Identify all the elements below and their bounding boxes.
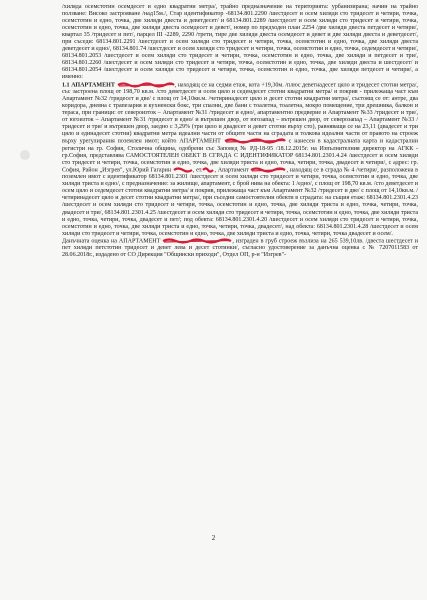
redaction-mark <box>250 167 286 173</box>
paragraph-land-description: /хиляда осемстотин осемдесет и едно квадратни метра/, трайно предназначение на територията: урбанизирана; начин на трайно ползване: Високо застрояване /над15м./, Стар идентификатор -68134.801.2290 /шестдесет и осем хиляди сто тридесет и четири, точка, осемстотин и едно, точка, две хиляди двеста и деветдесет/ и 68134.801.2289 /шестдесет и осем хиляди сто тридесет и четири, точка, осемстотин и едно, точка, две хиляди двеста осемдесет и девет/, номер по предходен план 2254 /две хиляди двеста петдесет и четири/, квартал 35 /тридесет и пет/, парцел III -2289, 2290 /трети, тире две хиляди двеста осемдесет и девет и две хиляди двеста и деветдесет/, при съседи: 68134.801.2291 /шестдесет и осем хиляди сто тридесет и четири, точка, осемстотин и едно, точка, две хиляди двеста деветдесет и едно/, 68134.801.74 /шестдесет и осем хиляди сто тридесет и четири, точка, осемстотин и едно, точка, седемдесет и четири/, 68134.801.2053 /шестдесет и осем хиляди сто тридесет и четири, точка, осемстотин и едно, точка, две хиляди и петдесет и три/, 68134.801.2260 /шестдесет и осем хиляди сто тридесет и четири, точка, осемстотин и едно, точка, две хиляди двеста и шестдесет/ и 68134.801.2054 /шестдесет и осем хиляди сто тридесет и четири, точка, осемстотин и едно, точка, две хиляди петдесет и четири/, а именно: <box>62 4 418 81</box>
scan-hole-mark <box>20 150 30 160</box>
page-number: 2 <box>211 534 216 542</box>
paragraph-tax-valuation: Данъчната оценка на АПАРТАМЕНТ , изграден в груб строеж възлиза на 265 539,10лв. /двеста шестдесет и пет хиляди петстотин тридесет и девет лева и десет стотинки/, съгласно удостоверение за данъчна оценка с № 7207011583 от 28.06.2018г., издадено от СО Дирекция "Общински приходи", Отдел ОП, р-н "Изгрев"- <box>62 238 418 259</box>
redaction-mark <box>117 82 175 88</box>
document-body <box>62 4 418 259</box>
redaction-mark <box>224 138 286 144</box>
redaction-mark <box>162 238 232 244</box>
redaction-mark <box>173 167 193 173</box>
apartment-heading: 1.1 АПАРТАМЕНТ <box>62 81 117 88</box>
redaction-mark <box>202 167 214 173</box>
paragraph-apartment-description: 1.1 АПАРТАМЕНТ , находящ се на седми етаж, кота +19,30м. /плюс деветнадесет цяло и тридесет стотни метра/, със застроена площ от 198,70 кв.м. /сто деветдесет и осем цяло и седемдесет стотни квадратни метра/ и покрив - прилежаща част към Апартамент №32 /тридесет и две/ с площ от 14,10кв.м. /четиринадесет цяло и десет стотни квадратни метра/, състоящ се от: антре, два коридора, дневна с трапезария и кухненски бокс, три спални, две бани с тоалетна, тоалетна, мокро помещение, три дрешника, балкон и тераса, при граници: от североизток – Апартамент №31 /тридесет и едно/, апартаментно предверие и Апартамент №33 /тридесет и три/, от югоизток – Апартамент №31 /тридесет и едно/ и вътрешен двор, от югозапад – вътрешен двор, от северозапад – Апартамент №33 /тридесет и три/ и вътрешен двор, заедно с 3,29% (три цяло и двадесет и девет стотни върху сто), равняващи се на 23,11 (двадесет и три цяло и единадесет стотни) квадратни метра идеални части от общите части на сградата и толкова идеални части от правото на строеж върху урегулирания поземлен имот; който АПАРТАМЕНТ с нанесен в кадастралната карта и кадастрални регистри на гр. София, Столична община, одобрени със Заповед № РД-18-95 /18.12.2015г. на Изпълнителния директор на АГКК - гр.София, представлява САМОСТОЯТЕЛЕН ОБЕКТ В СГРАДА С ИДЕНТИФИКАТОР 68134.801.2301.4.24 /шестдесет и осем хиляди сто тридесет и четири, точка, осемстотин и едно, точка, две хиляди триста и едно, точка, четири, точка, двадесет и четири/, с адрес: гр. София, Район „Изгрев", ул.Юрий Гагарин , ет. , Апартамент , находящ се в сграда № 4 /четири/, разположена в поземлен имот с идентификатор 68134.801.2301 /шестдесет и осем хиляди сто тридесет и четири, точка, осемстотин и едно, точка, две хиляди триста и едно/, с предназначение: за жилище, апартамент, с брой нива на обекта: 1 /едно/, с площ от 198,70 кв.м. /сто деветдесет и осем цяло и седемдесет стотни квадратни метра/ и покрив, прилежаща част към Апартамент №32 /тридесет и две/ с площ от 14,10кв.м. /четиринадесет цяло и десет стотни квадратни метра/, при съседни самостоятелни обекти в сградата: на същия етаж: 68134.801.2301.4.23 /шестдесет и осем хиляди сто тридесет и четири, точка, осемстотин и едно, точка, две хиляди триста и едно, точка, четири, точка, двадесет и три/, 68134.801.2301.4.25 /шестдесет и осем хиляди сто тридесет и четири, точка, осемстотин и едно, точка, две хиляди триста и едно, точка, четири, точка, двадесет и пет/; под обекта: 68134.801.2301.4.20 /шестдесет и осем хиляди сто тридесет и четири, точка, осемстотин и едно, точка, две хиляди триста и едно, точка, четири, точка, двадесет/, над обекта: 68134.801.2301.4.28 /шестдесет и осем хиляди сто тридесет и четири, точка, осемстотин и едно, точка, две хиляди триста и едно, точка, четири, точка двадесет и осем/. <box>62 81 418 237</box>
